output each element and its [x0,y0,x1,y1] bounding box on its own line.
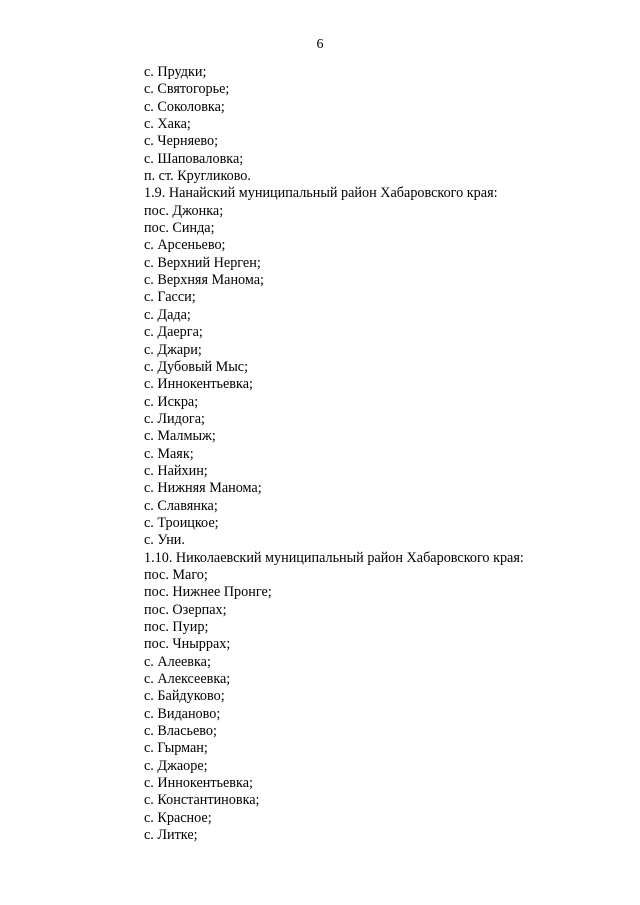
settlement-line: с. Дада; [144,306,191,323]
settlement-line: с. Соколовка; [144,98,225,115]
settlement-line: с. Верхняя Манома; [144,272,264,289]
settlement-line: пос. Синда; [144,220,215,237]
settlement-line: с. Гасси; [144,289,196,306]
settlement-line: с. Красное; [144,809,212,826]
settlement-line: пос. Озерпах; [144,601,227,618]
settlement-line: с. Алеевка; [144,653,211,670]
settlement-line: с. Маяк; [144,445,194,462]
settlement-line: с. Байдуково; [144,688,225,705]
settlement-line: с. Литке; [144,827,198,844]
settlement-line: с. Джари; [144,341,202,358]
settlement-line: с. Найхин; [144,462,208,479]
settlement-line: пос. Джонка; [144,202,224,219]
settlement-line: с. Алексеевка; [144,671,231,688]
page-number: 6 [316,37,324,52]
settlement-line: с. Арсеньево; [144,237,226,254]
section-heading: 1.10. Николаевский муниципальный район Хабаровского края: [144,549,524,566]
settlement-line: с. Нижняя Манома; [144,480,262,497]
settlement-line: пос. Маго; [144,566,208,583]
settlement-line: с. Черняево; [144,133,219,150]
settlement-line: с. Святогорье; [144,81,230,98]
settlement-line: с. Троицкое; [144,514,219,531]
settlement-line: с. Верхний Нерген; [144,254,261,271]
settlement-line: с. Хака; [144,116,191,133]
settlement-line: с. Иннокентьевка; [144,376,253,393]
section-heading: 1.9. Нанайский муниципальный район Хабаровского края: [144,185,498,202]
settlement-line: с. Уни. [144,532,185,549]
document-body [144,64,584,844]
settlement-line: с. Славянка; [144,497,218,514]
settlement-line: пос. Нижнее Пронге; [144,584,272,601]
settlement-line: с. Гырман; [144,740,208,757]
settlement-line: пос. Пуир; [144,619,209,635]
settlement-line: с. Шаповаловка; [144,150,244,167]
settlement-line: с. Даерга; [144,324,203,341]
settlement-line: с. Прудки; [144,64,207,80]
settlement-line: п. ст. Кругликово. [144,168,251,185]
settlement-line: с. Малмыж; [144,428,216,445]
settlement-line: с. Виданово; [144,705,221,722]
settlement-line: с. Лидога; [144,410,205,427]
settlement-line: с. Константиновка; [144,792,260,809]
settlement-line: с. Искра; [144,393,199,410]
settlement-line: с. Джаоре; [144,757,208,774]
settlement-line: с. Дубовый Мыс; [144,358,249,375]
settlement-line: с. Иннокентьевка; [144,775,253,792]
settlement-line: с. Власьево; [144,723,217,740]
settlement-line: пос. Чныррах; [144,636,231,653]
